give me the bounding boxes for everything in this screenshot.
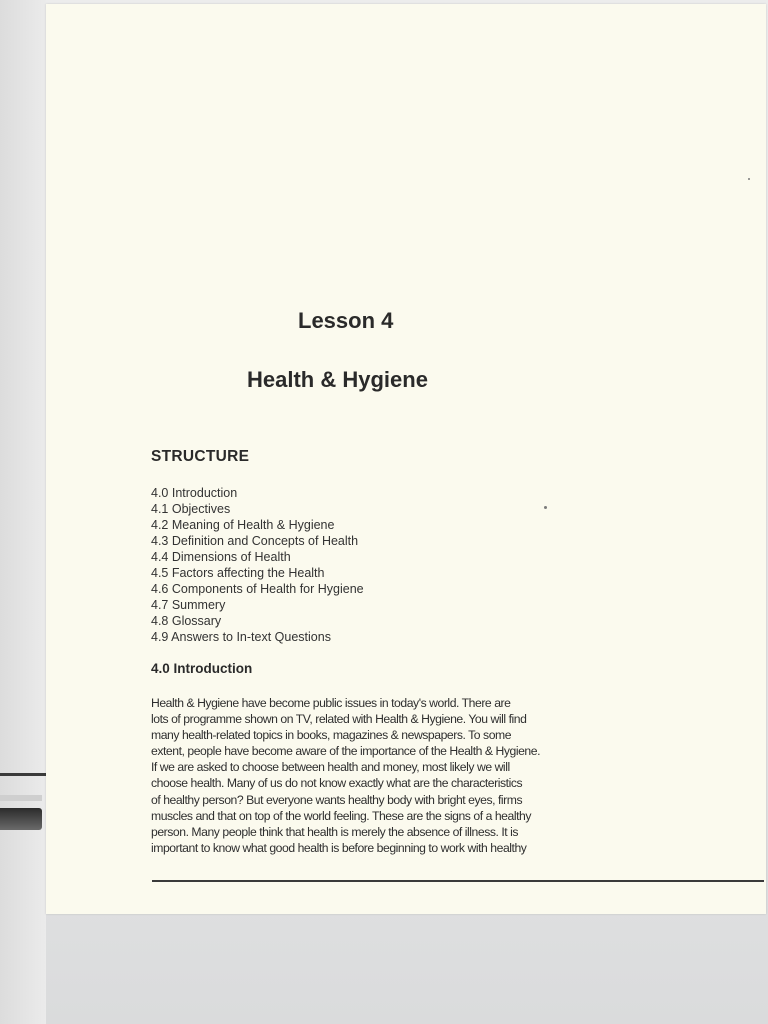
scan-edge-mark <box>0 795 42 801</box>
paragraph-line: choose health. Many of us do not know exactly what are the characteristics <box>151 776 523 791</box>
paragraph-line: many health-related topics in books, magazines & newspapers. To some <box>151 728 512 743</box>
structure-heading: STRUCTURE <box>151 448 250 465</box>
structure-item: 4.3 Definition and Concepts of Health <box>151 534 359 548</box>
paragraph-line: Health & Hygiene have become public issues in today's world. There are <box>151 696 511 710</box>
introduction-heading: 4.0 Introduction <box>151 661 253 676</box>
structure-item: 4.9 Answers to In-text Questions <box>151 630 331 644</box>
paragraph-line: If we are asked to choose between health and money, most likely we will <box>151 760 510 775</box>
structure-item: 4.8 Glossary <box>151 614 222 628</box>
paragraph-line: muscles and that on top of the world feeling. These are the signs of a healthy <box>151 808 531 823</box>
paragraph-line: important to know what good health is before beginning to work with healthy <box>151 840 527 855</box>
paragraph-line: lots of programme shown on TV, related with Health & Hygiene. You will find <box>151 712 527 727</box>
paragraph-line: person. Many people think that health is merely the absence of illness. It is <box>151 824 519 839</box>
lesson-title: Lesson 4 <box>298 308 394 333</box>
binder-clip-mark <box>0 808 42 830</box>
structure-item: 4.0 Introduction <box>151 486 238 500</box>
structure-item: 4.6 Components of Health for Hygiene <box>151 582 364 596</box>
structure-item: 4.2 Meaning of Health & Hygiene <box>151 518 335 532</box>
scan-speck <box>748 178 750 180</box>
footer-divider <box>152 880 764 882</box>
paragraph-line: of healthy person? But everyone wants healthy body with bright eyes, firms <box>151 792 523 807</box>
structure-item: 4.1 Objectives <box>151 502 231 516</box>
introduction-paragraph <box>151 695 567 856</box>
structure-item: 4.5 Factors affecting the Health <box>151 566 325 580</box>
structure-list <box>151 485 364 645</box>
structure-item: 4.7 Summery <box>151 598 226 612</box>
scanner-left-strip <box>0 0 46 1024</box>
paragraph-line: extent, people have become aware of the importance of the Health & Hygiene. <box>151 744 541 759</box>
document-page <box>46 4 766 914</box>
scan-speck <box>544 506 547 509</box>
structure-item: 4.4 Dimensions of Health <box>151 550 291 564</box>
chapter-title: Health & Hygiene <box>247 367 428 392</box>
